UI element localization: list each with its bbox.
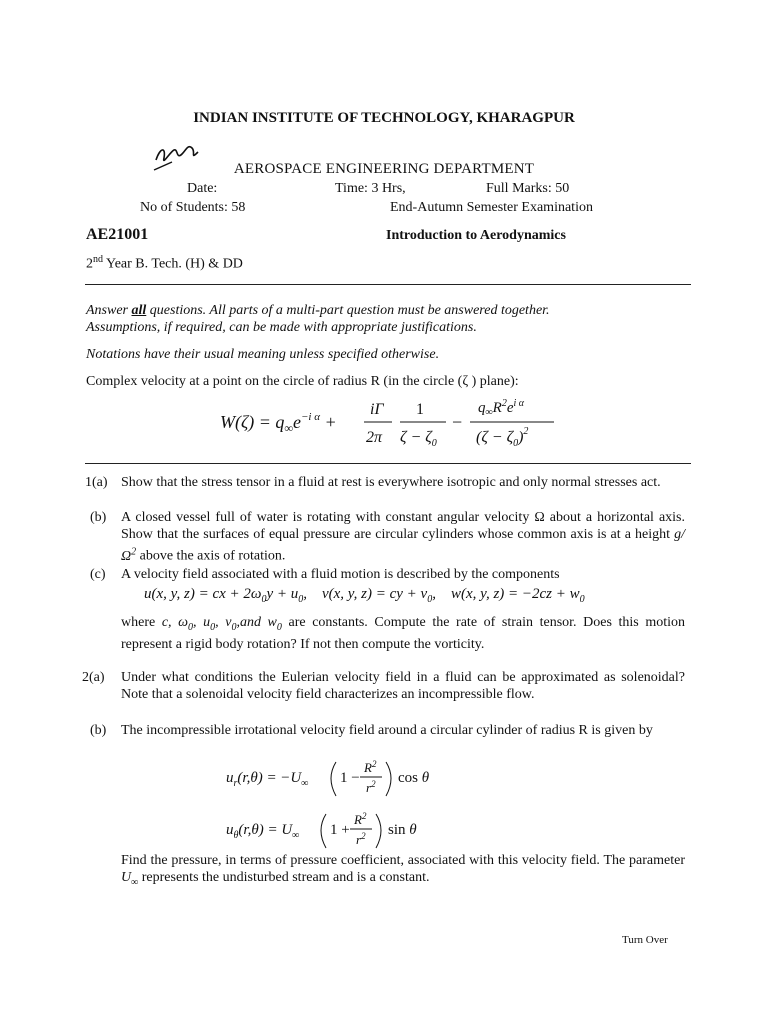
institute-name: INDIAN INSTITUTE OF TECHNOLOGY, KHARAGPUR [193,110,575,126]
svg-text:2π: 2π [366,429,383,446]
question-2b: (b) The incompressible irrotational velocity field around a circular cylinder of radius R is given by [90,723,653,738]
svg-text:r2: $r^2$ [356,831,366,847]
exam-time: Time: 3 Hrs, [335,181,406,196]
svg-text:r2: $r^2$ [366,779,376,795]
svg-text:ur(r,θ) = −U∞: $u_r(r,\theta) = -U_\infty$ [226,770,309,789]
question-1c-constants: where c, $\omega_0$, $u_0$, $v_0,and$ $w_0$ are constants. Compute the rate of strain tensor. Does this motion represent a rigid body rotation? If not then compute the vorticity. [121,615,686,652]
year-line: 2nd Year B. Tech. (H) & DD [86,254,243,272]
question-2a: 2(a) Under what conditions the Eulerian velocity field in a fluid can be approximated as solenoidal? Note that a solenoidal velocity field characterizes an incompressible flow. [82,670,685,702]
svg-text:−: − [452,412,463,432]
velocity-components-equation: u(x, y, z) = cx + $2\omega_0y + u_0$, v(x, y, z) = cy + $v_0$, w(x, y, $z) = -2cz + w_0$ [144,586,585,605]
svg-text:sin θ: sin θ [388,822,417,838]
question-1b: (b) A closed vessel full of water is rotating with constant angular velocity Ω about a horizontal axis. Show that the surfaces of equal pressure are circular cylinders whose common axis is at a height $g/\Omega^2$ above the axis of rotation. [90,510,685,564]
turn-over-note: Turn Over [622,934,668,946]
divider-middle [85,463,691,464]
svg-text:(ζ − ζ0)2: $(\zeta - \zeta_0)^2$ [476,426,529,449]
course-title: Introduction to Aerodynamics [386,228,566,243]
full-marks: Full Marks: 50 [486,181,570,196]
svg-text:cos θ: cos θ [398,770,430,786]
instruction-line-4: Complex velocity at a point on the circle of radius R (in the circle (ζ ) plane): [86,374,519,389]
svg-text:R2: $R^2$ [354,811,367,827]
svg-text:iΓ: iΓ [370,401,384,418]
svg-text:1: 1 [416,401,424,418]
divider-top [85,284,691,285]
instruction-line-3: Notations have their usual meaning unless specified otherwise. [86,347,440,362]
cylinder-velocity-equations [226,756,486,854]
course-code: AE21001 [86,226,149,243]
student-count: No of Students: 58 [140,200,246,215]
instruction-line-2: Assumptions, if required, can be made with appropriate justifications. [86,320,477,335]
question-1a: 1(a) Show that the stress tensor in a fluid at rest is everywhere isotropic and only normal stresses act. [85,475,661,490]
svg-text:1 −: 1 − [340,770,360,786]
date-label: Date: [187,181,218,196]
svg-text:W(ζ) = q∞e−i α +: $W(\zeta) = q_\infty e^{-i \alpha}$ + [220,411,337,435]
instruction-line-1: Answer all questions. All parts of a multi-part question must be answered together. [86,303,550,318]
question-1c: (c) A velocity field associated with a fluid motion is described by the components [90,567,560,582]
svg-text:uθ(r,θ) = U∞: $u_\theta(r,\theta) = U_\infty$ [226,822,300,841]
department-name: AEROSPACE ENGINEERING DEPARTMENT [233,161,535,177]
svg-text:ζ − ζ0: $\zeta - \zeta_0$ [400,429,437,449]
svg-text:1 +: 1 + [330,822,350,838]
svg-text:q∞R2ei α: $q_\infty R^2e^{i \alpha}$ [478,398,525,418]
question-2b-followup: Find the pressure, in terms of pressure coefficient, associated with this velocity field. The parameter $U_\infty$ represents the undisturbed stream and is a constant. [121,853,685,888]
complex-velocity-equation [220,392,560,452]
svg-text:R2: $R^2$ [364,759,377,775]
exam-name: End-Autumn Semester Examination [390,200,593,215]
